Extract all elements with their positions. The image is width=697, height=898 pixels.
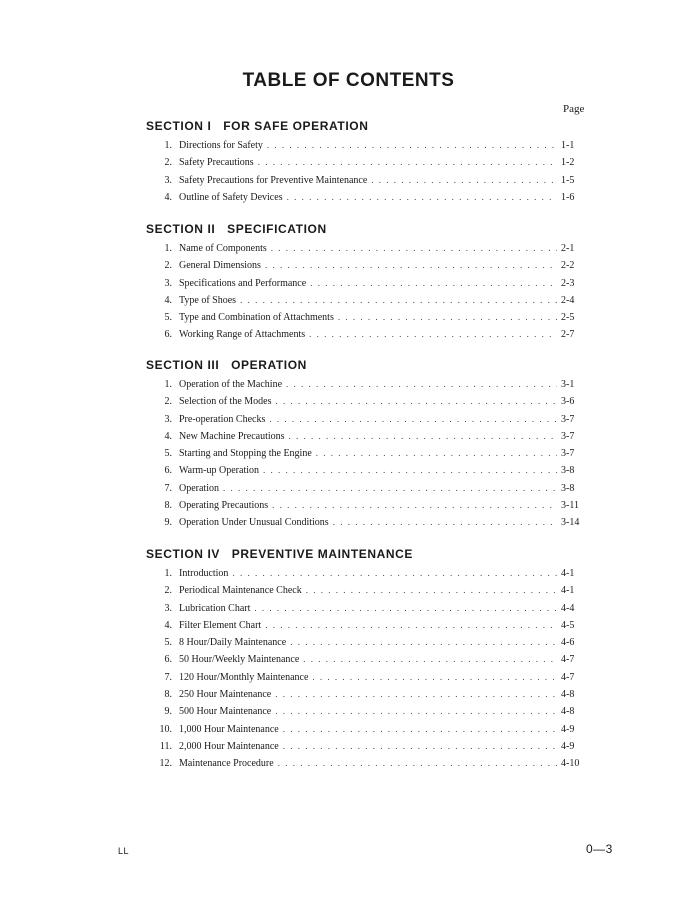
dot-leader	[232, 568, 557, 578]
toc-entry[interactable]	[146, 243, 586, 260]
toc-entry[interactable]	[146, 706, 586, 723]
dot-leader	[275, 689, 557, 699]
toc-entry-title: Safety Precautions for Preventive Maintenance	[179, 174, 368, 186]
page-number: 0—3	[586, 842, 613, 856]
footer-code: LL	[118, 846, 130, 856]
toc-entry-page: 4-8	[561, 689, 575, 701]
toc-entry-number: 4.	[164, 430, 172, 442]
toc-entry-number: 5.	[164, 637, 172, 649]
toc-entry-title: Selection of the Modes	[179, 396, 272, 408]
toc-entry-page: 2-7	[561, 329, 575, 341]
dot-leader	[289, 431, 557, 441]
toc-entry[interactable]	[146, 637, 586, 654]
dot-leader	[333, 517, 557, 527]
toc-entry[interactable]	[146, 260, 586, 277]
toc-entry-number: 1.	[164, 379, 172, 390]
toc-entry-title: New Machine Precautions	[179, 430, 285, 442]
toc-entry-number: 2.	[164, 585, 172, 597]
toc-entry[interactable]	[146, 483, 586, 500]
dot-leader	[267, 140, 557, 150]
toc-list	[146, 379, 586, 535]
dot-leader	[283, 724, 557, 734]
toc-list	[146, 568, 586, 776]
toc-entry-number: 3.	[164, 413, 172, 425]
toc-entry-number: 10.	[159, 723, 172, 735]
toc-entry-number: 4.	[164, 619, 172, 631]
toc-entry-page: 3-7	[561, 430, 575, 442]
toc-entry[interactable]	[146, 140, 586, 157]
toc-entry-page: 4-6	[561, 637, 575, 649]
toc-entry-page: 4-8	[561, 706, 575, 718]
toc-entry-page: 3-1	[561, 379, 575, 390]
dot-leader	[338, 312, 557, 322]
toc-entry-title: 500 Hour Maintenance	[179, 706, 272, 718]
dot-leader	[286, 379, 557, 389]
toc-entry[interactable]	[146, 654, 586, 671]
dot-leader	[310, 278, 557, 288]
toc-entry-number: 4.	[164, 191, 172, 203]
toc-entry[interactable]	[146, 379, 586, 396]
toc-entry-page: 3-7	[561, 448, 575, 460]
toc-entry-title: Operation	[179, 482, 219, 494]
toc-entry[interactable]	[146, 758, 586, 775]
toc-entry-title: Pre-operation Checks	[179, 413, 266, 425]
dot-leader	[265, 620, 557, 630]
dot-leader	[269, 414, 557, 424]
toc-entry-title: Operating Precautions	[179, 500, 269, 512]
dot-leader	[275, 396, 557, 406]
toc-entry[interactable]	[146, 295, 586, 312]
dot-leader	[316, 448, 557, 458]
toc-list	[146, 140, 586, 209]
toc-entry[interactable]	[146, 329, 586, 346]
toc-entry-number: 7.	[164, 671, 172, 683]
toc-entry-page: 2-1	[561, 243, 575, 254]
toc-entry-title: Filter Element Chart	[179, 619, 262, 631]
toc-entry-number: 7.	[164, 482, 172, 494]
toc-list	[146, 243, 586, 347]
toc-entry-title: Starting and Stopping the Engine	[179, 448, 312, 460]
toc-entry[interactable]	[146, 585, 586, 602]
dot-leader	[309, 329, 557, 339]
toc-entry-title: Introduction	[179, 568, 229, 579]
toc-entry-title: Periodical Maintenance Check	[179, 585, 302, 597]
toc-entry-title: Directions for Safety	[179, 140, 263, 151]
section-3	[146, 356, 586, 535]
toc-entry-number: 1.	[164, 140, 172, 151]
toc-entry-number: 11.	[159, 740, 172, 752]
section-heading: SECTION I FOR SAFE OPERATION	[146, 119, 369, 133]
dot-leader	[371, 175, 557, 185]
toc-entry-number: 5.	[164, 448, 172, 460]
toc-entry-page: 1-6	[561, 191, 575, 203]
dot-leader	[290, 637, 557, 647]
toc-entry-title: 2,000 Hour Maintenance	[179, 740, 279, 752]
toc-entry-title: Type of Shoes	[179, 294, 237, 306]
dot-leader	[240, 295, 557, 305]
toc-entry-title: Outline of Safety Devices	[179, 191, 283, 203]
toc-entry[interactable]	[146, 500, 586, 517]
toc-entry-page: 4-7	[561, 671, 575, 683]
toc-entry-page: 4-10	[561, 758, 580, 770]
dot-leader	[223, 483, 557, 493]
toc-entry-title: Lubrication Chart	[179, 602, 251, 614]
toc-entry[interactable]	[146, 672, 586, 689]
toc-entry-page: 3-8	[561, 482, 575, 494]
toc-entry-number: 6.	[164, 654, 172, 666]
toc-entry[interactable]	[146, 431, 586, 448]
toc-entry-number: 9.	[164, 706, 172, 718]
toc-entry-number: 8.	[164, 689, 172, 701]
section-1	[146, 117, 586, 209]
toc-entry-number: 3.	[164, 277, 172, 289]
toc-entry[interactable]	[146, 603, 586, 620]
toc-entry-page: 2-3	[561, 277, 575, 289]
toc-entry-page: 3-11	[561, 500, 579, 512]
toc-entry-page: 4-1	[561, 585, 575, 597]
toc-entry[interactable]	[146, 448, 586, 465]
toc-entry-number: 3.	[164, 602, 172, 614]
toc-entry-title: 1,000 Hour Maintenance	[179, 723, 279, 735]
toc-entry-number: 2.	[164, 260, 172, 272]
toc-entry-page: 4-4	[561, 602, 575, 614]
toc-entry-page: 4-9	[561, 740, 575, 752]
toc-entry-number: 1.	[164, 243, 172, 254]
toc-entry-title: 50 Hour/Weekly Maintenance	[179, 654, 300, 666]
toc-entry-page: 4-7	[561, 654, 575, 666]
toc-entry-page: 2-5	[561, 312, 575, 324]
toc-entry-title: Maintenance Procedure	[179, 758, 274, 770]
toc-entry[interactable]	[146, 465, 586, 482]
toc-entry-page: 3-7	[561, 413, 575, 425]
section-heading: SECTION II SPECIFICATION	[146, 222, 327, 236]
toc-entry[interactable]	[146, 568, 586, 585]
dot-leader	[272, 500, 557, 510]
toc-entry-number: 3.	[164, 174, 172, 186]
toc-entry[interactable]	[146, 278, 586, 295]
dot-leader	[287, 192, 557, 202]
dot-leader	[312, 672, 557, 682]
toc-entry-page: 4-1	[561, 568, 575, 579]
toc-entry-number: 12.	[159, 758, 172, 770]
toc-entry-page: 1-5	[561, 174, 575, 186]
toc-entry-title: 120 Hour/Monthly Maintenance	[179, 671, 309, 683]
toc-entry-number: 5.	[164, 312, 172, 324]
toc-entry-number: 6.	[164, 329, 172, 341]
toc-entry-title: General Dimensions	[179, 260, 261, 272]
toc-entry-title: Specifications and Performance	[179, 277, 307, 289]
toc-entry-page: 2-4	[561, 294, 575, 306]
dot-leader	[258, 157, 557, 167]
dot-leader	[263, 465, 557, 475]
toc-entry-title: 8 Hour/Daily Maintenance	[179, 637, 287, 649]
toc-entry-number: 4.	[164, 294, 172, 306]
toc-entry-page: 1-2	[561, 157, 575, 169]
section-heading: SECTION III OPERATION	[146, 358, 307, 372]
toc-entry-page: 4-5	[561, 619, 575, 631]
toc-entry-number: 2.	[164, 157, 172, 169]
toc-entry[interactable]	[146, 620, 586, 637]
dot-leader	[271, 243, 557, 253]
toc-entry[interactable]	[146, 724, 586, 741]
dot-leader	[275, 706, 557, 716]
toc-entry-title: Warm-up Operation	[179, 465, 259, 477]
section-heading: SECTION IV PREVENTIVE MAINTENANCE	[146, 547, 414, 561]
toc-entry-page: 1-1	[561, 140, 575, 151]
toc-entry[interactable]	[146, 175, 586, 192]
dot-leader	[254, 603, 557, 613]
toc-entry-title: 250 Hour Maintenance	[179, 689, 272, 701]
toc-entry-number: 6.	[164, 465, 172, 477]
toc-entry[interactable]	[146, 414, 586, 431]
toc-entry-page: 2-2	[561, 260, 575, 272]
toc-entry-title: Name of Components	[179, 243, 267, 254]
dot-leader	[278, 758, 557, 768]
toc-entry[interactable]	[146, 689, 586, 706]
toc-entry-title: Operation of the Machine	[179, 379, 283, 390]
toc-entry[interactable]	[146, 396, 586, 413]
toc-entry[interactable]	[146, 157, 586, 174]
toc-entry-page: 3-8	[561, 465, 575, 477]
toc-entry-page: 4-9	[561, 723, 575, 735]
dot-leader	[303, 654, 557, 664]
section-4	[146, 545, 586, 776]
toc-entry-number: 2.	[164, 396, 172, 408]
toc-entry[interactable]	[146, 192, 586, 209]
page-column-label: Page	[563, 103, 585, 115]
toc-entry-page: 3-6	[561, 396, 575, 408]
toc-entry-title: Operation Under Unusual Conditions	[179, 517, 329, 529]
toc-entry-page: 3-14	[561, 517, 580, 529]
dot-leader	[265, 260, 557, 270]
toc-entry-number: 9.	[164, 517, 172, 529]
section-2	[146, 220, 586, 347]
toc-entry[interactable]	[146, 312, 586, 329]
dot-leader	[283, 741, 557, 751]
toc-entry-title: Safety Precautions	[179, 157, 254, 169]
toc-entry-title: Working Range of Attachments	[179, 329, 306, 341]
page-title: TABLE OF CONTENTS	[242, 70, 455, 91]
toc-entry-number: 1.	[164, 568, 172, 579]
toc-entry-number: 8.	[164, 500, 172, 512]
toc-entry[interactable]	[146, 741, 586, 758]
dot-leader	[306, 585, 557, 595]
toc-entry-title: Type and Combination of Attachments	[179, 312, 334, 324]
toc-entry[interactable]	[146, 517, 586, 534]
